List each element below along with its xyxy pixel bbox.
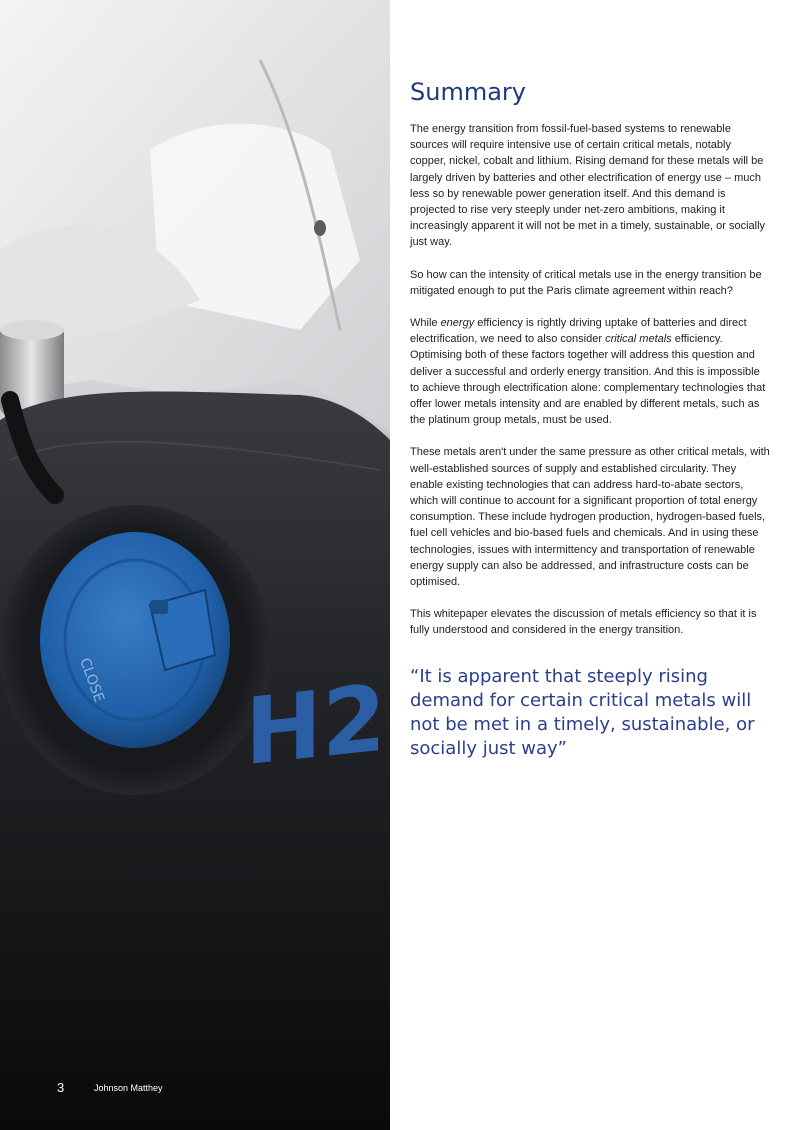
summary-paragraph-1: The energy transition from fossil-fuel-based systems to renewable sources will require intensive use of certain critical metals, notably copper, nickel, cobalt and lithium. Rising demand for these metals will be largely driven by batteries and other electrification of energy use – much less so by renewable power generation itself. And this demand is projected to rise very steeply under net-zero ambitions, making it increasingly apparent it will not be met in a timely, sustainable, or socially just way. xyxy=(410,123,766,249)
hero-photo xyxy=(0,0,390,1130)
para3-emphasis-energy: energy xyxy=(440,317,475,330)
para3-text-2: efficiency is rightly driving uptake of batteries and direct electrification, we need to also consider xyxy=(410,317,747,346)
summary-paragraph-3 xyxy=(410,315,770,428)
summary-paragraph-5: This whitepaper elevates the discussion of metals efficiency so that it is fully understood and considered in the energy transition. xyxy=(410,608,757,637)
page-number: 3 xyxy=(57,1080,65,1095)
summary-paragraph-2: So how can the intensity of critical metals use in the energy transition be mitigated enough to put the Paris climate agreement within reach? xyxy=(410,268,762,297)
para3-text-3: efficiency. Optimising both of these factors together will address this question and deliver a successful and orderly energy transition. And this is impossible to achieve through electrification alone: complementary technologies that offer lower metals intensity and are enabled by different metals, such as the platinum group metals, must be used. xyxy=(410,333,766,427)
pull-quote: “It is apparent that steeply rising demand for certain critical metals will not be met in a timely, sustainable, or socially just way” xyxy=(410,665,755,759)
para3-emphasis-critical-metals: critical metals xyxy=(605,333,672,346)
page-title: Summary xyxy=(410,78,526,106)
hydrogen-tank-illustration xyxy=(0,0,390,1130)
para3-text-1: While xyxy=(410,317,441,330)
brand-name: Johnson Matthey xyxy=(94,1083,163,1093)
cap-close-label: CLOSE xyxy=(76,655,107,705)
h2-label: H2 xyxy=(245,663,387,787)
summary-paragraph-4: These metals aren't under the same pressure as other critical metals, with well-established sources of supply and established circularity. They enable existing technologies that can address hard-to-abate sectors, which will continue to account for a significant proportion of total energy consumption. These include hydrogen production, hydrogen-based fuels, fuel cell vehicles and bio-based fuels and chemicals. And in using these technologies, issues with intermittency and transportation of renewable energy supply can also be addressed, and infrastructure costs can be optimised. xyxy=(410,446,770,589)
summary-section xyxy=(410,76,770,761)
